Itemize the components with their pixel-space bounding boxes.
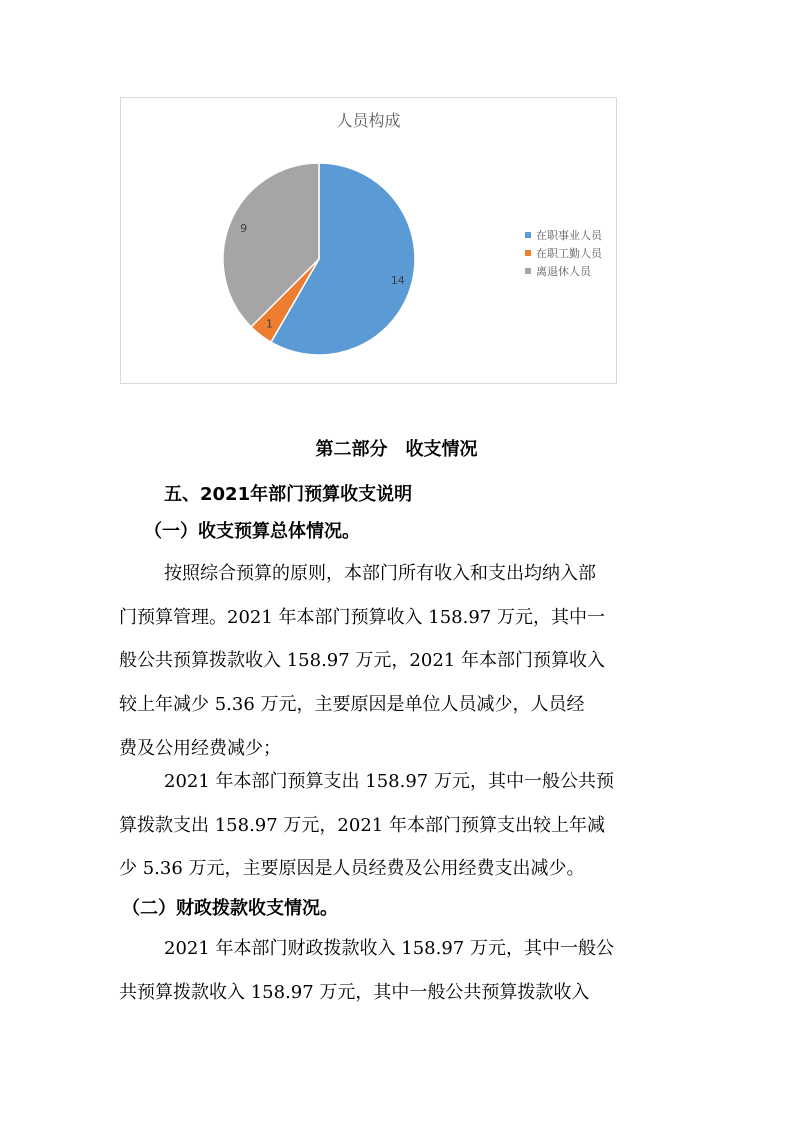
pie-data-label-3: 9	[240, 221, 248, 235]
paragraph-1-line: 门预算管理。2021 年本部门预算收入 158.97 万元，其中一	[119, 607, 605, 628]
pie-chart	[120, 97, 617, 384]
paragraph-2-line: 少 5.36 万元，主要原因是人员经费及公用经费支出减少。	[119, 858, 585, 879]
legend-label-1: 在职事业人员	[536, 229, 602, 242]
pie-data-label-1: 14	[390, 274, 405, 288]
chart-title: 人员构成	[336, 111, 401, 130]
pie-data-label-2: 1	[265, 317, 273, 331]
paragraph-3-line: 2021 年本部门财政拨款收入 158.97 万元，其中一般公	[164, 938, 614, 959]
paragraph-1-line: 般公共预算拨款收入 158.97 万元，2021 年本部门预算收入	[119, 650, 605, 671]
paragraph-2-line: 算拨款支出 158.97 万元，2021 年本部门预算支出较上年减	[119, 815, 605, 836]
legend-label-2: 在职工勤人员	[536, 247, 602, 260]
chart-legend	[525, 226, 602, 280]
subheading-budget-overview: （一）收支预算总体情况。	[144, 521, 360, 542]
paragraph-1-line: 较上年减少 5.36 万元，主要原因是单位人员减少，人员经	[119, 694, 585, 715]
paragraph-3-line: 共预算拨款收入 158.97 万元，其中一般公共预算拨款收入	[119, 982, 590, 1003]
paragraph-2-line: 2021 年本部门预算支出 158.97 万元，其中一般公共预	[164, 771, 614, 792]
legend-swatch-3	[525, 268, 531, 274]
legend-item-3	[525, 262, 602, 280]
paragraph-1-line: 按照综合预算的原则，本部门所有收入和支出均纳入部	[164, 563, 596, 584]
section-heading-5: 五、2021年部门预算收支说明	[164, 484, 413, 505]
legend-label-3: 离退休人员	[536, 265, 591, 278]
legend-swatch-1	[525, 232, 531, 238]
legend-swatch-2	[525, 250, 531, 256]
subheading-fiscal-allocation: （二）财政拨款收支情况。	[122, 898, 338, 919]
part-title: 第二部分 收支情况	[315, 439, 478, 460]
legend-item-1	[525, 226, 602, 244]
legend-item-2	[525, 244, 602, 262]
paragraph-1-line: 费及公用经费减少；	[119, 738, 281, 759]
